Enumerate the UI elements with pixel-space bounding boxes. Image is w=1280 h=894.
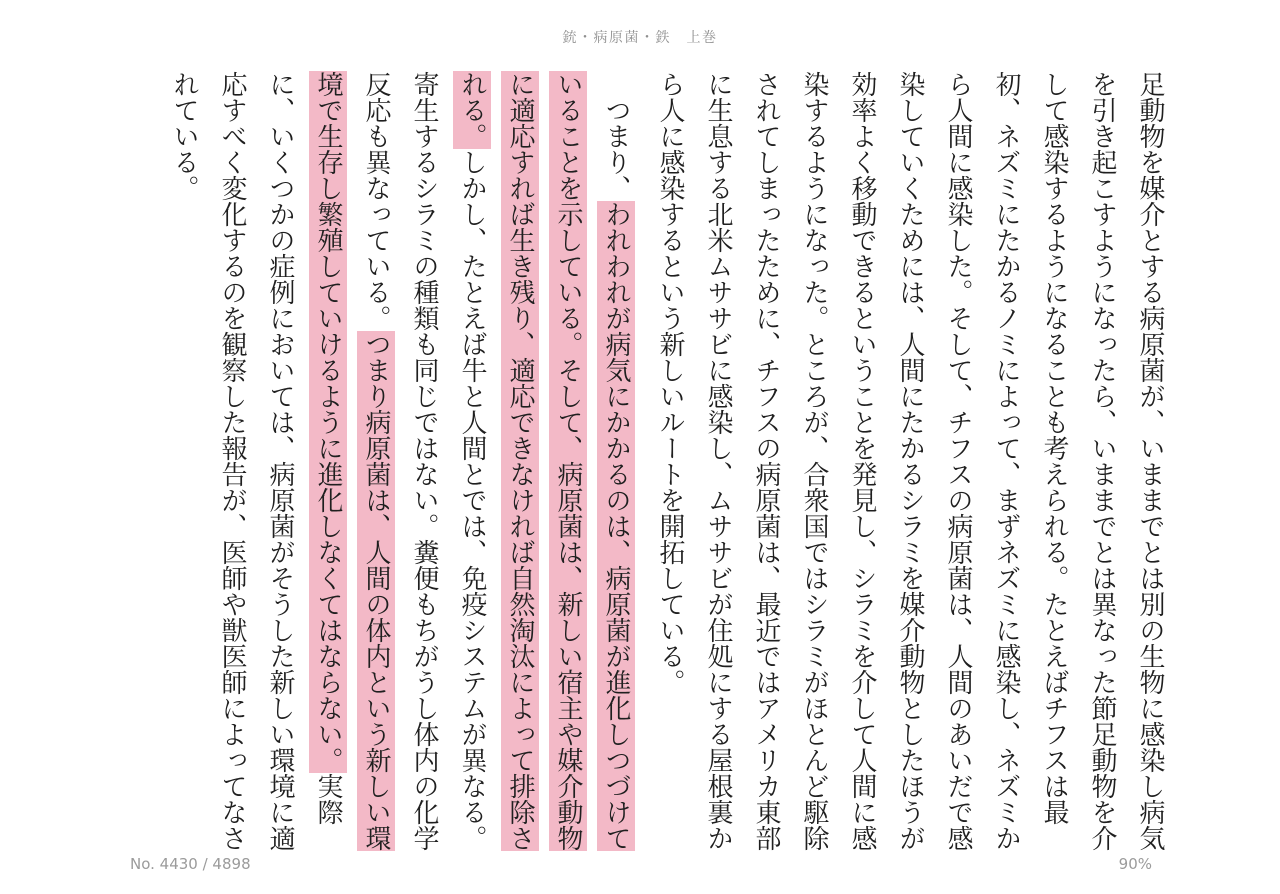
page-text (160, 71, 1174, 853)
paragraph (160, 71, 640, 853)
book-title-header: 銃・病原菌・鉄 上巻 (562, 30, 718, 46)
highlighted-text: われわれが病気にかかるのは、病原菌が進化しつづけていることを示している。そして、病原菌は、新しい宿主や媒介動物に適応すれば生き残り、適応できなければ自然淘汰によって排除される。 (453, 71, 635, 851)
body-text: 実際に、いくつかの症例においては、病原菌がそうした新しい環境に適応すべく変化するのを観察した報告が、医師や獣医師によってなされている。 (169, 71, 343, 851)
location-indicator: No. 4430 / 4898 (130, 855, 251, 873)
body-text: 足動物を媒介とする病原菌が、いままでとは別の生物に感染し病気を引き起こすようになったら、いままでとは異なった節足動物を介して感染するようになることも考えられる。たとえばチフスは最初、ネズミにたかるノミによって、まずネズミに感染し、ネズミから人間に感染した。そして、チフスの病原菌は、人間のあいだで感染していくためには、人間にたかるシラミを媒介動物としたほうが効率よく移動できるということを発見し、シラミを介して人間に感染するようになった。ところが、合衆国ではシラミがほとんど駆除されてしまったために、チフスの病原菌は、最近ではアメリカ東部に生息する北米ムササビに感染し、ムササビが住処にする屋根裏から人に感染するという新しいルートを開拓している。 (655, 71, 1165, 851)
body-text: しかし、たとえば牛と人間とでは、免疫システムが異なる。寄生するシラミの種類も同じではない。糞便もちがうし体内の化学反応も異なっている。 (361, 71, 487, 851)
body-text: つまり、 (601, 97, 631, 201)
highlighted-text: つまり病原菌は、人間の体内という新しい環境で生存し繁殖していけるように進化しなくてはならない。 (309, 71, 395, 851)
paragraph (646, 71, 1174, 853)
progress-percentage: 90% (1118, 855, 1152, 873)
